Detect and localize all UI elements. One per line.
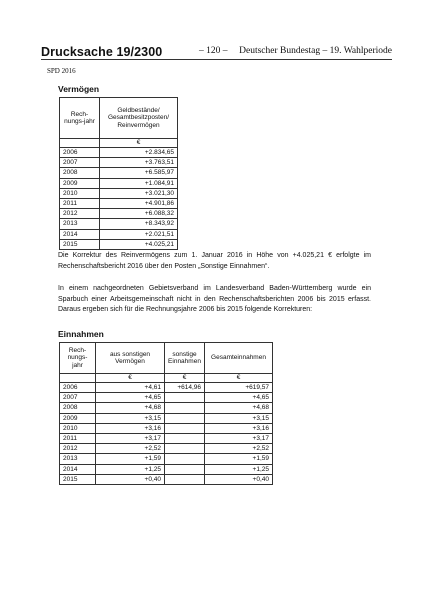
year-cell: 2006 [60, 148, 100, 158]
other-income-cell [165, 393, 205, 403]
total-cell: +4,68 [205, 403, 273, 413]
year-cell: 2013 [60, 219, 100, 229]
table-row [60, 403, 273, 413]
income-title: Einnahmen [58, 329, 104, 339]
value-cell: +2.834,65 [100, 148, 178, 158]
income-unit-row [60, 374, 273, 383]
year-cell: 2011 [60, 433, 96, 443]
value-cell: +4.025,21 [100, 239, 178, 249]
year-cell: 2012 [60, 444, 96, 454]
total-cell: +0,40 [205, 474, 273, 484]
income-unit-1: € [96, 374, 165, 383]
year-cell: 2007 [60, 158, 100, 168]
income-col-other-income: sonstige Einnahmen [165, 343, 205, 374]
table-row [60, 209, 178, 219]
year-cell: 2006 [60, 383, 96, 393]
table-row [60, 168, 178, 178]
year-cell: 2014 [60, 464, 96, 474]
other-income-cell [165, 444, 205, 454]
value-cell: +3.021,30 [100, 188, 178, 198]
assets-col-year: Rech-nungs-jahr [60, 98, 100, 139]
other-income-cell: +614,96 [165, 383, 205, 393]
other-assets-cell: +3,17 [96, 433, 165, 443]
assets-title: Vermögen [58, 84, 100, 94]
table-row [60, 178, 178, 188]
page-number: – 120 – [199, 46, 228, 56]
value-cell: +8.343,92 [100, 219, 178, 229]
total-cell: +1,59 [205, 454, 273, 464]
year-cell: 2015 [60, 239, 100, 249]
year-cell: 2009 [60, 413, 96, 423]
income-unit-3: € [205, 374, 273, 383]
paragraph-savings-note: In einem nachgeordneten Gebietsverband im Landesverband Baden-Württemberg wurde ein Sparbuch einer Arbeitsgemeinschaft nicht in den Rechenschaftsberichten 2006 bis 2015 erfasst. Daraus ergeben sich für die Rechnungsjahre 2006 bis 2015 folgende Korrekturen: [58, 285, 371, 313]
document-number-value: 2300 [134, 45, 163, 59]
other-income-cell [165, 413, 205, 423]
total-cell: +4,65 [205, 393, 273, 403]
table-row [60, 464, 273, 474]
assets-table [59, 97, 178, 250]
header-rule [41, 59, 392, 60]
income-unit-2: € [165, 374, 205, 383]
table-row [60, 148, 178, 158]
table-row [60, 393, 273, 403]
document-label: Drucksache 19/ [41, 45, 135, 59]
assets-unit-row [60, 139, 178, 148]
assets-unit-empty [60, 139, 100, 148]
other-income-cell [165, 454, 205, 464]
value-cell: +3.763,51 [100, 158, 178, 168]
table-row [60, 474, 273, 484]
income-col-total: Gesamteinnahmen [205, 343, 273, 374]
other-assets-cell: +1,59 [96, 454, 165, 464]
other-income-cell [165, 423, 205, 433]
table-row [60, 198, 178, 208]
year-cell: 2015 [60, 474, 96, 484]
other-assets-cell: +1,25 [96, 464, 165, 474]
total-cell: +3,15 [205, 413, 273, 423]
other-income-cell [165, 474, 205, 484]
assets-body [60, 148, 178, 250]
income-header-row [60, 343, 273, 374]
year-cell: 2010 [60, 188, 100, 198]
year-cell: 2012 [60, 209, 100, 219]
other-assets-cell: +3,15 [96, 413, 165, 423]
income-col-year: Rech-nungs-jahr [60, 343, 96, 374]
other-income-cell [165, 433, 205, 443]
income-table [59, 342, 273, 485]
year-cell: 2014 [60, 229, 100, 239]
assets-header-row [60, 98, 178, 139]
total-cell: +3,16 [205, 423, 273, 433]
total-cell: +1,25 [205, 464, 273, 474]
table-row [60, 229, 178, 239]
other-assets-cell: +4,68 [96, 403, 165, 413]
year-cell: 2008 [60, 168, 100, 178]
total-cell: +3,17 [205, 433, 273, 443]
table-row [60, 219, 178, 229]
table-row [60, 444, 273, 454]
table-row [60, 188, 178, 198]
value-cell: +4.901,86 [100, 198, 178, 208]
table-row [60, 383, 273, 393]
table-row [60, 433, 273, 443]
income-body [60, 383, 273, 485]
year-cell: 2011 [60, 198, 100, 208]
paragraph-correction-note: Die Korrektur des Reinvermögens zum 1. Januar 2016 in Höhe von +4.025,21 € erfolgte im Rechenschaftsbericht 2016 über den Posten „Sonstige Einnahmen“. [58, 252, 371, 270]
assets-unit: € [100, 139, 178, 148]
year-cell: 2009 [60, 178, 100, 188]
value-cell: +1.084,91 [100, 178, 178, 188]
assets-col-value: Geldbestände/ Gesamtbesitzposten/ Reinvermögen [100, 98, 178, 139]
other-assets-cell: +4,65 [96, 393, 165, 403]
party-label: SPD 2016 [47, 67, 76, 75]
year-cell: 2013 [60, 454, 96, 464]
table-row [60, 413, 273, 423]
other-assets-cell: +2,52 [96, 444, 165, 454]
publisher-label: Deutscher Bundestag – 19. Wahlperiode [239, 46, 392, 56]
value-cell: +6.585,97 [100, 168, 178, 178]
table-row [60, 454, 273, 464]
other-assets-cell: +0,40 [96, 474, 165, 484]
year-cell: 2010 [60, 423, 96, 433]
total-cell: +619,57 [205, 383, 273, 393]
value-cell: +6.088,32 [100, 209, 178, 219]
other-assets-cell: +3,16 [96, 423, 165, 433]
other-income-cell [165, 464, 205, 474]
table-row [60, 158, 178, 168]
table-row [60, 423, 273, 433]
other-assets-cell: +4,61 [96, 383, 165, 393]
year-cell: 2007 [60, 393, 96, 403]
income-unit-empty [60, 374, 96, 383]
other-income-cell [165, 403, 205, 413]
value-cell: +2.021,51 [100, 229, 178, 239]
income-col-other-assets: aus sonstigen Vermögen [96, 343, 165, 374]
table-row [60, 239, 178, 249]
year-cell: 2008 [60, 403, 96, 413]
document-number [41, 45, 162, 59]
total-cell: +2,52 [205, 444, 273, 454]
